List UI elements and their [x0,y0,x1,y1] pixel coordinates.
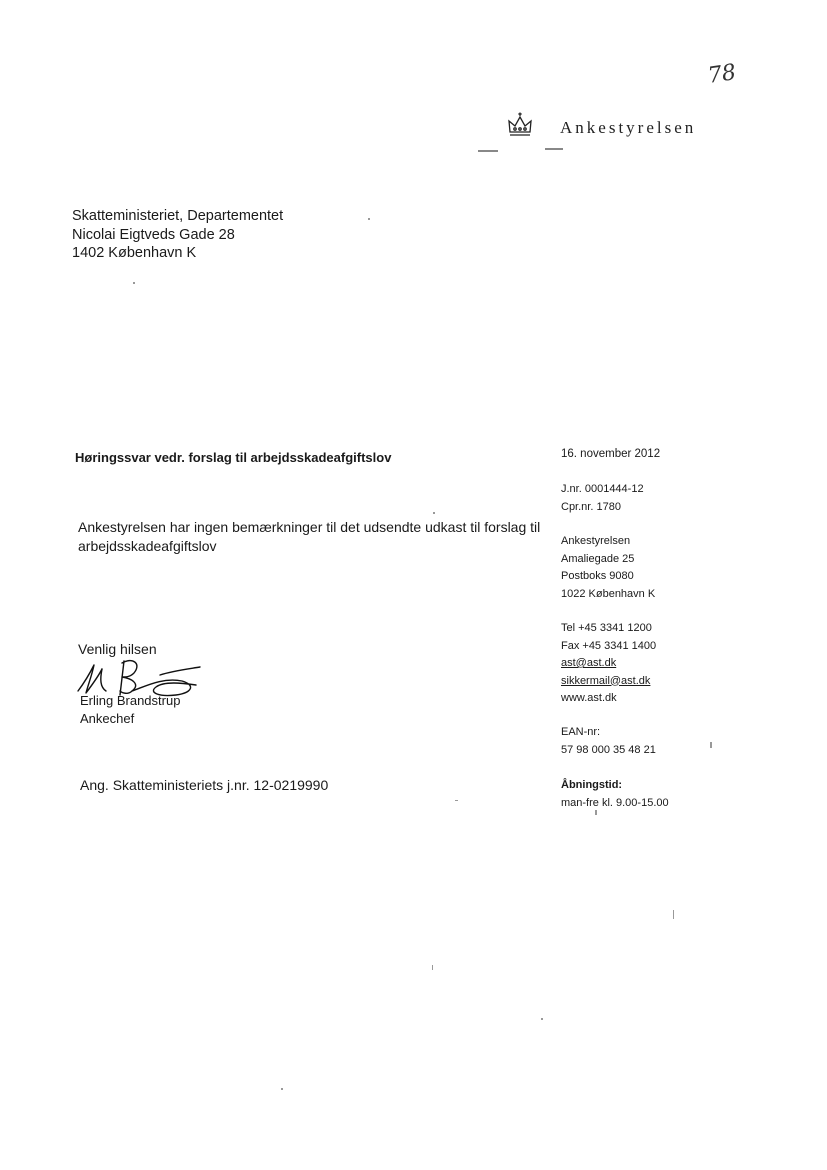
header-smudge [545,148,563,150]
ean-label: EAN-nr: [561,726,601,738]
recipient-line: Skatteministeriet, Departementet [72,208,284,224]
recipient-address [72,207,283,263]
scan-speck [541,1018,543,1020]
signer-title: Ankechef [80,711,135,726]
scan-speck [433,512,435,514]
signer-name: Erling Brandstrup [80,693,181,708]
opening-hours-value: man-fre kl. 9.00-15.00 [561,796,669,809]
page-number: 78 [706,60,738,89]
opening-hours-block [561,777,669,812]
fax-number: Fax +45 3341 1400 [561,639,657,652]
recipient-line: 1402 København K [72,245,197,261]
sender-address-line: Amaliegade 25 [561,552,635,565]
org-name: Ankestyrelsen [560,118,697,137]
scan-speck [368,218,370,220]
sender-address-line: Ankestyrelsen [561,535,631,547]
case-reference-block [561,481,644,516]
scan-speck [432,965,433,970]
ean-value: 57 98 000 35 48 21 [561,743,656,756]
opening-hours-label: Åbningstid: [561,779,623,791]
cpr-number: Cpr.nr. 1780 [561,500,621,513]
header-smudge [478,150,498,152]
scan-speck [595,810,597,815]
crown-logo-icon [506,112,534,138]
signer-block [80,692,180,728]
phone-number: Tel +45 3341 1200 [561,622,652,634]
scan-speck [673,910,674,919]
footer-reference: Ang. Skatteministeriets j.nr. 12-0219990 [80,777,329,793]
body-line: arbejdsskadeafgiftslov [78,537,217,554]
ean-block [561,724,656,759]
secure-email-link[interactable]: sikkermail@ast.dk [561,674,651,687]
scan-speck [710,742,712,748]
scan-speck [281,1088,283,1090]
sender-address [561,533,655,603]
letter-date: 16. november 2012 [561,448,661,460]
sender-address-line: 1022 København K [561,587,656,600]
letter-body [78,518,548,555]
letter-subject: Høringssvar vedr. forslag til arbejdsskadeafgiftslov [75,450,392,465]
body-line: Ankestyrelsen har ingen bemærkninger til det udsendte udkast til forslag til [78,519,541,535]
case-number: J.nr. 0001444-12 [561,483,644,495]
closing-greeting: Venlig hilsen [78,641,157,657]
contact-block [561,620,656,708]
scan-speck [455,800,458,801]
recipient-line: Nicolai Eigtveds Gade 28 [72,226,235,243]
website-link[interactable]: www.ast.dk [561,692,617,704]
scan-speck [133,282,135,284]
sender-address-line: Postboks 9080 [561,570,634,582]
email-link[interactable]: ast@ast.dk [561,657,617,669]
